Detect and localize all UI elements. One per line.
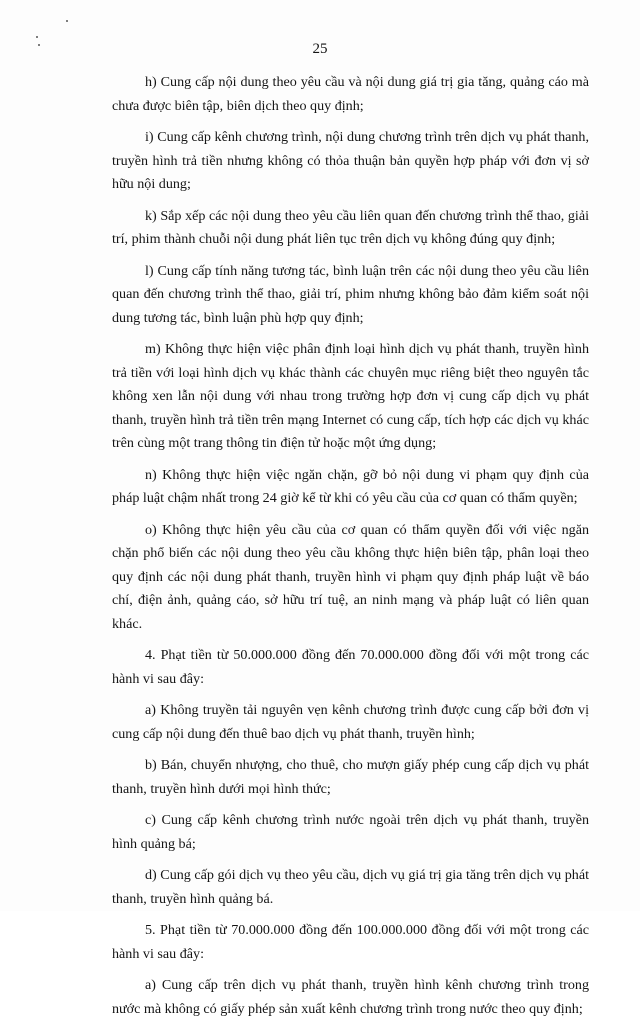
paragraph-n: n) Không thực hiện việc ngăn chặn, gỡ bỏ nội dung vi phạm quy định của pháp luật chậm nhất trong 24 giờ kể từ khi có yêu cầu của cơ quan có thẩm quyền;	[112, 466, 589, 506]
clause-4-item-d: d) Cung cấp gói dịch vụ theo yêu cầu, dịch vụ giá trị gia tăng trên dịch vụ phát thanh, truyền hình quảng bá.	[112, 867, 589, 907]
page-number: 25	[312, 41, 328, 57]
paragraph-k: k) Sắp xếp các nội dung theo yêu cầu liên quan đến chương trình thể thao, giải trí, phim thành chuỗi nội dung phát liên tục trên dịch vụ không đúng quy định;	[112, 207, 589, 247]
document-body	[112, 71, 589, 1029]
clause-4-item-c: c) Cung cấp kênh chương trình nước ngoài trên dịch vụ phát thanh, truyền hình quảng bá;	[112, 812, 589, 852]
clause-4-item-a: a) Không truyền tải nguyên vẹn kênh chương trình được cung cấp bởi đơn vị cung cấp nội dung đến thuê bao dịch vụ phát thanh, truyền hình;	[112, 702, 589, 742]
clause-5-item-a: a) Cung cấp trên dịch vụ phát thanh, truyền hình kênh chương trình trong nước mà không có giấy phép sản xuất kênh chương trình trong nước theo quy định;	[112, 977, 589, 1017]
scan-speck	[66, 20, 68, 22]
paragraph-m: m) Không thực hiện việc phân định loại hình dịch vụ phát thanh, truyền hình trả tiền với loại hình dịch vụ khác thành các chuyên mục riêng biệt theo nguyên tắc không xen lẫn nội dung với nhau trong trường hợp đơn vị cung cấp dịch vụ phát thanh, truyền hình trả tiền trên mạng Internet có cung cấp, tích hợp các dịch vụ khác trên cùng một trang thông tin điện tử hoặc một ứng dụng;	[112, 341, 589, 451]
paragraph-o: o) Không thực hiện yêu cầu của cơ quan có thẩm quyền đối với việc ngăn chặn phổ biến các nội dung theo yêu cầu không thực hiện biên tập, phân loại theo quy định các nội dung phát thanh, truyền hình vi phạm quy định pháp luật về báo chí, điện ảnh, quảng cáo, sở hữu trí tuệ, an ninh mạng và pháp luật có liên quan khác.	[112, 521, 589, 632]
paragraph-l: l) Cung cấp tính năng tương tác, bình luận trên các nội dung theo yêu cầu liên quan đến chương trình thể thao, giải trí, phim nhưng không bảo đảm kiểm soát nội dung tương tác, bình luận phù hợp quy định;	[112, 262, 589, 326]
paragraph-i: i) Cung cấp kênh chương trình, nội dung chương trình trên dịch vụ phát thanh, truyền hình trả tiền nhưng không có thỏa thuận bản quyền hợp pháp với đơn vị sở hữu nội dung;	[112, 129, 589, 192]
clause-4-item-b: b) Bán, chuyển nhượng, cho thuê, cho mượn giấy phép cung cấp dịch vụ phát thanh, truyền hình dưới mọi hình thức;	[112, 757, 589, 797]
paragraph-h: h) Cung cấp nội dung theo yêu cầu và nội dung giá trị gia tăng, quảng cáo mà chưa được biên tập, biên dịch theo quy định;	[112, 74, 589, 114]
clause-5-heading: 5. Phạt tiền từ 70.000.000 đồng đến 100.000.000 đồng đối với một trong các hành vi sau đây:	[112, 922, 589, 962]
scan-speck	[36, 36, 38, 38]
clause-4-heading: 4. Phạt tiền từ 50.000.000 đồng đến 70.000.000 đồng đối với một trong các hành vi sau đây:	[112, 647, 589, 687]
